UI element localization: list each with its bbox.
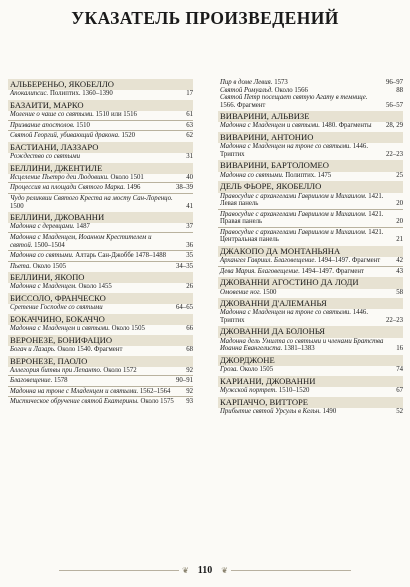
page-ref: 43 [396, 267, 403, 275]
page-ref: 17 [186, 90, 193, 98]
artist-heading: БЕЛЛИНИ, ЯКОПО [8, 272, 193, 283]
work-name: Рождество со святыми [10, 153, 81, 161]
work-details: Около 1575 [138, 398, 174, 406]
page-ref: 21 [396, 236, 403, 244]
work-details: Полиптих. 1360–1390 [48, 90, 113, 98]
work-details: Около 1505 [31, 262, 66, 270]
work-title [10, 388, 179, 396]
entry-divider [8, 386, 193, 387]
work-name: Правосудие с архангелами Гавриилом и Михаилом. [220, 192, 367, 200]
work-title [10, 398, 179, 406]
work-details: 1487 [74, 223, 90, 231]
index-entry [218, 87, 403, 95]
work-title [220, 172, 389, 180]
entry-divider [8, 120, 193, 121]
entry-divider [218, 209, 403, 210]
page-ref: 31 [186, 153, 193, 161]
work-name: Процессия на площади Святого Марка. [10, 184, 126, 192]
work-title [10, 367, 179, 375]
artist-heading: БЕЛЛИНИ, ДЖОВАННИ [8, 212, 193, 223]
work-details: Около 1501 [108, 173, 144, 181]
artist-heading: БАЗАИТИ, МАРКО [8, 100, 193, 111]
page-title: УКАЗАТЕЛЬ ПРОИЗВЕДЕНИЙ [71, 8, 339, 28]
work-details: Около 1505 [109, 325, 145, 333]
artist-heading: БЕЛЛИНИ, ДЖЕНТИЛЕ [8, 163, 193, 174]
work-name: Гроза. [220, 366, 239, 374]
work-title [220, 122, 386, 130]
work-title [10, 111, 179, 119]
work-name: Святой Ромуальд. [220, 86, 273, 94]
page-ref: 42 [396, 257, 403, 265]
artist-heading: ДЖОВАННИ ДА БОЛОНЬЯ [218, 326, 403, 337]
entry-divider [8, 396, 193, 397]
work-name: Моление о чаше со святыми. [10, 111, 94, 119]
artist-heading: ВИВАРИНИ, АНТОНИО [218, 132, 403, 143]
work-title [220, 268, 389, 276]
work-name: Мужской портрет. [220, 387, 278, 394]
index-entry [8, 325, 193, 333]
page-ref: 68 [186, 345, 193, 353]
index-entry [8, 132, 193, 140]
entry-divider [8, 130, 193, 131]
page-ref: 90–91 [176, 377, 193, 385]
work-title [220, 229, 389, 244]
artist-heading: ДЖОРДЖОНЕ [218, 355, 403, 366]
work-details: 1421. Правая панель [220, 210, 384, 226]
work-name: Благовещение. [10, 377, 53, 385]
page-ref: 67 [396, 387, 403, 394]
work-name: Богач и Лазарь. [10, 345, 56, 353]
page-ref: 64–65 [176, 304, 193, 312]
page-ref: 34–35 [176, 262, 193, 270]
entry-divider [8, 261, 193, 262]
work-details: Около 1540. Фрагмент [55, 345, 123, 353]
work-title [10, 223, 179, 231]
page-ref: 96–97 [386, 79, 403, 86]
work-details: 1446. Триптих [220, 143, 369, 158]
work-details: 1500 [10, 202, 24, 210]
work-title [10, 283, 179, 291]
index-entry [218, 289, 403, 297]
page-ref: 52 [396, 407, 403, 415]
work-details: 1421. Левая панель [220, 192, 384, 208]
work-name: Апокалипсис. [10, 90, 49, 98]
index-column-right [218, 79, 403, 415]
work-title [10, 234, 179, 249]
artist-heading: ДЖОВАННИ Д'АЛЕМАНЬЯ [218, 298, 403, 309]
entry-divider [8, 193, 193, 194]
work-name: Дева Мария. Благовещение. [220, 267, 300, 275]
work-title [220, 143, 386, 158]
entry-divider [8, 182, 193, 183]
index-entry [8, 153, 193, 161]
index-entry [8, 367, 193, 375]
page-ref: 62 [186, 132, 193, 140]
page-ref: 92 [186, 366, 193, 374]
work-title [10, 122, 179, 130]
index-entry [218, 387, 403, 395]
index-entry [8, 234, 193, 249]
index-entry [218, 94, 403, 109]
work-title [10, 195, 179, 210]
work-name: Призвание апостолов. [10, 121, 75, 129]
page-ref: 20 [396, 218, 403, 226]
index-entry [8, 263, 193, 271]
page-ref: 20 [396, 200, 403, 208]
page-ref: 92 [186, 387, 193, 395]
index-entry [8, 195, 193, 210]
work-details: 1490 [320, 407, 337, 415]
work-details: Около 1572 [101, 366, 137, 374]
index-entry [8, 252, 193, 260]
work-title [10, 346, 179, 354]
index-entry [8, 90, 193, 98]
work-title [220, 79, 386, 87]
work-name: Исцеление Пьетро деи Людовики. [10, 173, 109, 181]
page-ref: 26 [186, 283, 193, 291]
work-name: Аллегория битвы при Лепанто. [10, 366, 102, 374]
work-title [10, 325, 179, 333]
page-ref: 88 [396, 86, 403, 94]
entry-divider [218, 266, 403, 267]
index-entry [218, 366, 403, 374]
artist-heading: АЛЬБЕРЕНЬО, ЯКОБЕЛЛО [8, 79, 193, 90]
work-details: 1446. Триптих [220, 309, 369, 324]
work-details: 1510–1520 [277, 387, 310, 394]
artist-heading: ВЕРОНЕЗЕ, ПАОЛО [8, 356, 193, 367]
work-details: 1494–1497. Фрагмент [316, 257, 381, 265]
index-entry [8, 122, 193, 130]
index-column-left [8, 79, 193, 406]
work-title [220, 193, 389, 208]
work-title [10, 132, 179, 140]
index-entry [8, 174, 193, 182]
work-name: Мадонна с деревцами. [10, 223, 75, 231]
ornament-icon: ❦ [182, 566, 189, 575]
work-title [10, 90, 179, 98]
page-ref: 35 [186, 252, 193, 260]
work-name: Мистическое обручение святой Екатерины. [10, 398, 139, 406]
artist-heading: БАСТИАНИ, ЛАЗЗАРО [8, 142, 193, 153]
index-entry [218, 79, 403, 87]
page-ref: 63 [186, 121, 193, 129]
page-ref: 16 [396, 345, 403, 353]
work-name: Мадонна с Младенцем и святыми. [220, 122, 320, 130]
work-name: Пир в доме Левия. [220, 79, 273, 86]
index-entry [8, 304, 193, 312]
index-entry [8, 398, 193, 406]
page-footer [0, 565, 410, 576]
page-number: 110 [197, 565, 213, 576]
index-entry [218, 211, 403, 226]
index-entry [218, 172, 403, 180]
entry-divider [8, 232, 193, 233]
work-details: 1480. Фрагменты [319, 122, 372, 130]
index-entry [8, 377, 193, 385]
index-entry [218, 229, 403, 244]
work-name: Архангел Гавриил. Благовещение. [220, 257, 317, 265]
work-title [10, 153, 179, 161]
work-name: Мадонна со святыми. [220, 171, 284, 179]
work-name: Чудо реликвии Святого Креста на мосту Сан-Лоренцо. [10, 195, 173, 203]
work-details: 1421. Центральная панель [220, 228, 384, 244]
work-title [10, 377, 176, 385]
index-entry [218, 122, 403, 130]
work-name: Правосудие с архангелами Гавриилом и Михаилом. [220, 210, 367, 218]
work-name: Омовение ног. [220, 288, 262, 296]
work-details: 1510 [74, 121, 90, 129]
work-name: Мадонна дель Умилта со святыми и членами Братства Иоанна Евангелиста. [220, 337, 384, 353]
work-title [220, 257, 389, 265]
work-name: Правосудие с архангелами Гавриилом и Михаилом. [220, 228, 367, 236]
work-details: Около 1566 [272, 86, 308, 94]
index-entry [8, 223, 193, 231]
work-title [10, 304, 176, 312]
index-entry [218, 257, 403, 265]
work-title [220, 289, 389, 297]
page-ref: 38–39 [176, 184, 193, 192]
work-name: Мадонна с Младенцем на троне со святыми. [220, 309, 352, 317]
artist-heading: ВИВАРИНИ, АЛЬВИЗЕ [218, 111, 403, 122]
page-ref: 74 [396, 366, 403, 374]
artist-heading: ВИВАРИНИ, БАРТОЛОМЕО [218, 160, 403, 171]
work-details: 1566. Фрагмент [220, 101, 266, 109]
index-entry [8, 111, 193, 119]
page-ref: 25 [396, 171, 403, 179]
page-ref: 56–57 [386, 101, 403, 109]
page-ref: 61 [186, 111, 193, 119]
work-details: Алтарь Сан-Джоббе 1478–1488 [73, 252, 166, 260]
work-details: 1520 [119, 132, 136, 140]
work-title [220, 366, 389, 374]
work-title [220, 408, 389, 416]
entry-divider [8, 250, 193, 251]
page-ref: 40 [186, 173, 193, 181]
index-entry [218, 309, 403, 324]
work-title [220, 309, 386, 324]
artist-heading: ДЖАКОПО ДА МОНТАНЬЯНА [218, 246, 403, 257]
index-entry [218, 193, 403, 208]
ornament-icon: ❦ [221, 566, 228, 575]
index-entry [218, 143, 403, 158]
page-ref: 66 [186, 325, 193, 333]
artist-heading: КАРПАЧЧО, ВИТТОРЕ [218, 397, 403, 408]
artist-heading: КАРИАНИ, ДЖОВАННИ [218, 376, 403, 387]
work-title [10, 174, 179, 182]
entry-divider [218, 227, 403, 228]
work-title [220, 87, 389, 95]
work-details: Около 1455 [76, 283, 112, 291]
work-name: Пьета. [10, 262, 32, 270]
artist-heading: БОКАЧЧИНО, БОКАЧЧО [8, 314, 193, 325]
work-details: 1381–1383 [282, 345, 315, 353]
index-entry [218, 408, 403, 416]
work-details: 1562–1564 [138, 387, 171, 395]
page-ref: 22–23 [386, 316, 403, 324]
work-name: Мадонна со святыми. [10, 252, 74, 260]
index-entry [8, 283, 193, 291]
index-entry [8, 346, 193, 354]
work-name: Мадонна с Младенцем и святыми. [10, 325, 110, 333]
work-title [220, 338, 389, 353]
entry-divider [8, 375, 193, 376]
artist-heading: ДЕЛЬ ФЬОРЕ, ЯКОБЕЛЛО [218, 181, 403, 192]
index-entry [218, 338, 403, 353]
work-name: Мадонна с Младенцем на троне со святыми. [220, 143, 352, 151]
work-name: Святой Петр посещает святую Агату в темнице. [220, 94, 368, 102]
work-title [10, 263, 176, 271]
page-ref: 41 [186, 202, 193, 210]
work-details: 1496 [125, 184, 141, 192]
work-title [220, 387, 389, 395]
work-name: Святой Георгий, убивающий дракона. [10, 132, 120, 140]
footer-rule-left [59, 570, 179, 571]
index-entry [218, 268, 403, 276]
work-title [220, 211, 389, 226]
work-name: Мадонна с Младенцем. [10, 283, 77, 291]
work-details: 1500 [261, 288, 277, 296]
artist-heading: БИССОЛО, ФРАНЧЕСКО [8, 293, 193, 304]
index-entry [8, 184, 193, 192]
index-entry [8, 388, 193, 396]
work-name: Сретение Господне со святыми [10, 304, 103, 312]
work-details: Полиптих. 1475 [283, 171, 332, 179]
work-title [220, 94, 386, 109]
work-title [10, 184, 176, 192]
work-details: Около 1505 [238, 366, 274, 374]
page-ref: 58 [396, 288, 403, 296]
page-ref: 36 [186, 241, 193, 249]
page-ref: 22–23 [386, 150, 403, 158]
work-details: 1510 или 1516 [93, 111, 137, 119]
work-title [10, 252, 179, 260]
work-name: Мадонна с Младенцем, Иоанном Крестителем и святой. [10, 233, 152, 249]
artist-heading: ДЖОВАННИ АГОСТИНО ДА ЛОДИ [218, 277, 403, 288]
artist-heading: ВЕРОНЕЗЕ, БОНИФАЦИО [8, 335, 193, 346]
page-ref: 93 [186, 398, 193, 406]
page-ref: 28, 29 [386, 122, 403, 130]
work-name: Мадонна на троне с Младенцем и святыми. [10, 387, 139, 395]
work-details: 1500–1504 [32, 241, 65, 249]
work-name: Прибытие святой Урсулы в Кельн. [220, 407, 321, 415]
work-details: 1494–1497. Фрагмент [299, 267, 365, 275]
footer-rule-right [231, 570, 351, 571]
work-details: 1578 [52, 377, 68, 385]
work-details: 1573 [272, 79, 288, 86]
page-ref: 37 [186, 223, 193, 231]
